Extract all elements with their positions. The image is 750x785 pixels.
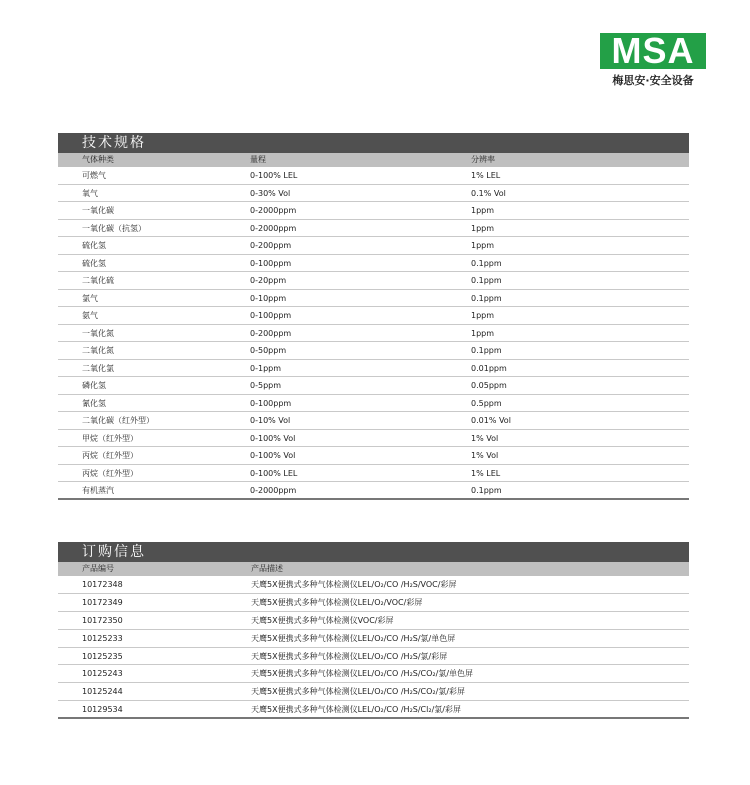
table-cell: 二氧化氯 xyxy=(82,363,114,373)
brand-tagline: 梅思安·安全设备 xyxy=(612,74,694,87)
table-row xyxy=(58,447,689,465)
table-cell: 0.1ppm xyxy=(471,258,502,268)
spec-title: 技术规格 xyxy=(58,133,689,153)
table-row xyxy=(58,612,689,630)
table-cell: 一氧化碳 xyxy=(82,206,114,215)
table-row xyxy=(58,630,689,648)
table-cell: 0-100% LEL xyxy=(250,171,298,180)
table-row xyxy=(58,325,689,343)
table-cell: 天鹰5X便携式多种气体检测仪LEL/O₂/CO /H₂S/氯/彩屏 xyxy=(251,651,448,661)
order-header-row xyxy=(58,562,689,576)
table-cell: 0.1% Vol xyxy=(471,188,506,198)
table-row xyxy=(58,237,689,255)
table-cell: 硫化氢 xyxy=(82,241,106,250)
table-row xyxy=(58,412,689,430)
table-cell: 天鹰5X便携式多种气体检测仪LEL/O₂/CO /H₂S/氯/单色屏 xyxy=(251,633,456,643)
table-cell: 磷化氢 xyxy=(82,381,106,390)
order-table-body xyxy=(58,576,689,719)
table-cell: 0-10ppm xyxy=(250,293,287,303)
spec-header-range: 量程 xyxy=(250,155,266,164)
table-row xyxy=(58,430,689,448)
order-header-code: 产品编号 xyxy=(82,564,114,573)
table-cell: 0-200ppm xyxy=(250,328,292,338)
spec-header-gas: 气体种类 xyxy=(82,155,114,164)
table-cell: 天鹰5X便携式多种气体检测仪LEL/O₂/VOC/彩屏 xyxy=(251,597,423,607)
table-cell: 氧气 xyxy=(82,188,98,198)
table-row xyxy=(58,701,689,719)
table-row xyxy=(58,683,689,701)
table-cell: 一氧化碳（抗氢） xyxy=(82,223,146,233)
table-cell: 10125233 xyxy=(82,633,123,643)
table-cell: 氨气 xyxy=(82,311,98,320)
table-cell: 1ppm xyxy=(471,206,495,215)
table-row xyxy=(58,648,689,666)
table-cell: 丙烷（红外型） xyxy=(82,468,138,478)
table-cell: 0-5ppm xyxy=(250,381,282,390)
table-cell: 丙烷（红外型） xyxy=(82,451,138,460)
table-cell: 有机蒸汽 xyxy=(82,486,114,495)
table-cell: 0-100% Vol xyxy=(250,451,296,460)
table-row xyxy=(58,255,689,273)
table-cell: 氯气 xyxy=(82,293,98,303)
table-cell: 氰化氢 xyxy=(82,398,106,408)
table-cell: 天鹰5X便携式多种气体检测仪LEL/O₂/CO /H₂S/CO₂/氯/彩屏 xyxy=(251,687,466,697)
msa-logo xyxy=(600,30,706,71)
table-row xyxy=(58,395,689,413)
table-row xyxy=(58,594,689,612)
table-cell: 1% LEL xyxy=(471,468,501,478)
table-cell: 10172349 xyxy=(82,597,123,607)
table-cell: 0-2000ppm xyxy=(250,206,297,215)
table-cell: 0.1ppm xyxy=(471,346,502,355)
table-row xyxy=(58,665,689,683)
table-cell: 10125235 xyxy=(82,651,123,661)
table-cell: 0.1ppm xyxy=(471,486,502,495)
table-cell: 0-100ppm xyxy=(250,398,292,408)
table-cell: 0-50ppm xyxy=(250,346,287,355)
table-cell: 0-20ppm xyxy=(250,276,287,285)
table-row xyxy=(58,185,689,203)
table-cell: 硫化氢 xyxy=(82,258,106,268)
table-cell: 0-2000ppm xyxy=(250,486,297,495)
table-row xyxy=(58,167,689,185)
table-row xyxy=(58,576,689,594)
table-cell: 1ppm xyxy=(471,223,495,233)
table-cell: 0-100ppm xyxy=(250,258,292,268)
table-cell: 1% Vol xyxy=(471,433,499,443)
table-cell: 0-100ppm xyxy=(250,311,292,320)
table-cell: 0.01ppm xyxy=(471,363,507,373)
table-cell: 0-2000ppm xyxy=(250,223,297,233)
logo-text: MSA xyxy=(611,30,695,71)
table-row xyxy=(58,307,689,325)
table-row xyxy=(58,465,689,483)
table-row xyxy=(58,342,689,360)
table-cell: 0-30% Vol xyxy=(250,188,291,198)
order-section xyxy=(58,542,689,719)
spec-header-resolution: 分辨率 xyxy=(471,155,495,164)
table-cell: 天鹰5X便携式多种气体检测仪LEL/O₂/CO /H₂S/Cl₂/氯/彩屏 xyxy=(251,705,461,715)
table-row xyxy=(58,377,689,395)
table-row xyxy=(58,272,689,290)
table-cell: 1ppm xyxy=(471,241,495,250)
table-cell: 10172348 xyxy=(82,580,123,589)
order-header-desc: 产品描述 xyxy=(251,564,283,573)
table-cell: 一氧化氮 xyxy=(82,328,114,338)
table-cell: 0-10% Vol xyxy=(250,416,291,425)
table-cell: 0.5ppm xyxy=(471,398,502,408)
table-cell: 0-1ppm xyxy=(250,363,282,373)
table-row xyxy=(58,202,689,220)
table-cell: 天鹰5X便携式多种气体检测仪LEL/O₂/CO /H₂S/VOC/彩屏 xyxy=(251,580,457,589)
table-cell: 二氧化硫 xyxy=(82,276,114,285)
table-cell: 0-100% Vol xyxy=(250,433,296,443)
table-cell: 0-200ppm xyxy=(250,241,292,250)
table-cell: 天鹰5X便携式多种气体检测仪VOC/彩屏 xyxy=(251,615,394,625)
table-cell: 10172350 xyxy=(82,615,123,625)
table-cell: 0.01% Vol xyxy=(471,416,511,425)
table-cell: 0.05ppm xyxy=(471,381,507,390)
table-cell: 天鹰5X便携式多种气体检测仪LEL/O₂/CO /H₂S/CO₂/氯/单色屏 xyxy=(251,669,474,679)
table-cell: 1% Vol xyxy=(471,451,499,460)
table-row xyxy=(58,360,689,378)
table-cell: 可燃气 xyxy=(82,171,106,180)
table-cell: 0.1ppm xyxy=(471,276,502,285)
table-cell: 甲烷（红外型） xyxy=(82,433,138,443)
table-row xyxy=(58,482,689,500)
table-row xyxy=(58,220,689,238)
table-cell: 1% LEL xyxy=(471,171,501,180)
table-cell: 10125244 xyxy=(82,687,123,697)
table-row xyxy=(58,290,689,308)
table-cell: 10129534 xyxy=(82,705,123,715)
spec-header-row xyxy=(58,153,689,167)
table-cell: 0.1ppm xyxy=(471,293,502,303)
table-cell: 二氧化氮 xyxy=(82,346,114,355)
table-cell: 1ppm xyxy=(471,311,495,320)
spec-table-body xyxy=(58,167,689,500)
order-title: 订购信息 xyxy=(58,542,689,562)
table-cell: 10125243 xyxy=(82,669,123,679)
spec-section xyxy=(58,133,689,500)
table-cell: 二氧化碳（红外型） xyxy=(82,416,154,425)
table-cell: 1ppm xyxy=(471,328,495,338)
table-cell: 0-100% LEL xyxy=(250,468,298,478)
